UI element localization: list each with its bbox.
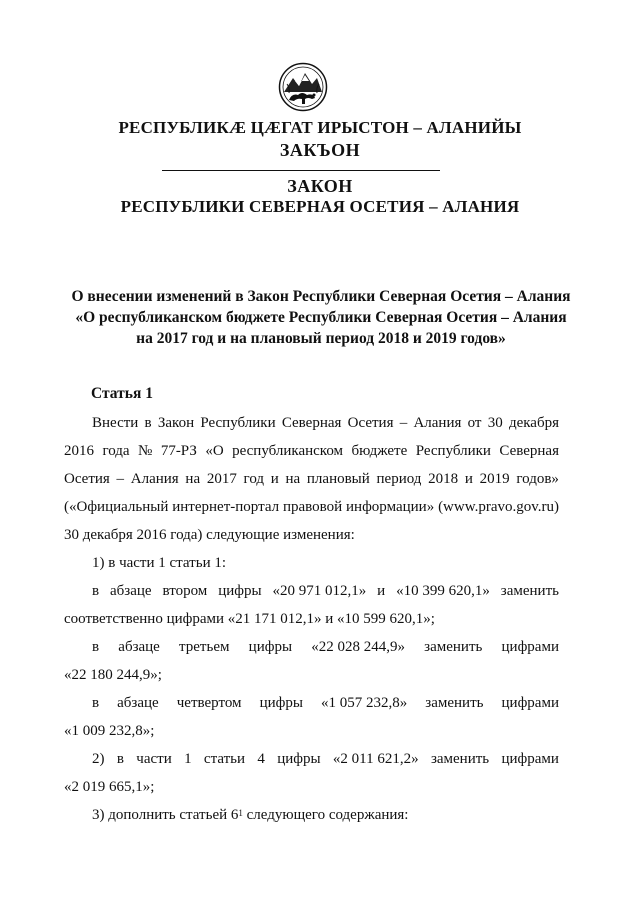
document-title bbox=[60, 286, 582, 349]
word: Республики bbox=[200, 415, 276, 431]
word: республиканском bbox=[232, 443, 344, 459]
word: заменить bbox=[430, 751, 490, 767]
word: абзаце bbox=[117, 695, 159, 711]
word: 2019 bbox=[479, 471, 510, 487]
header-law-russian: ЗАКОН bbox=[287, 176, 353, 196]
word: третьем bbox=[179, 639, 230, 655]
word: абзаце bbox=[118, 639, 160, 655]
word: Осетия bbox=[347, 415, 394, 431]
header-republic-ossetian: РЕСПУБЛИКÆ ЦÆГАТ ИРЫСТОН – АЛАНИЙЫ bbox=[118, 118, 522, 137]
paragraph-line bbox=[92, 413, 559, 433]
word: Закон bbox=[157, 415, 195, 431]
word: «10 399 620,1» bbox=[396, 583, 490, 599]
word: плановый bbox=[306, 471, 370, 487]
word: (www.pravo.gov.ru) bbox=[438, 499, 559, 515]
word: информации» bbox=[346, 499, 435, 515]
word: Северная bbox=[281, 415, 342, 431]
title-line: «О республиканском бюджете Республики Северная Осетия – Алания bbox=[75, 309, 567, 326]
word: 77-РЗ bbox=[160, 443, 197, 459]
word: «22 028 244,9» bbox=[311, 639, 405, 655]
word: 1 bbox=[184, 751, 192, 767]
coat-of-arms-emblem bbox=[278, 62, 328, 112]
list-item-line: соответственно цифрами «21 171 012,1» и «10 599 620,1»; bbox=[64, 611, 435, 627]
word: Алания bbox=[130, 471, 179, 487]
word: период bbox=[376, 471, 422, 487]
word: статьи bbox=[203, 751, 246, 767]
paragraph-line: 30 декабря 2016 года) следующие изменения: bbox=[64, 527, 355, 543]
word: годов» bbox=[516, 471, 559, 487]
list-item-line: «2 019 665,1»; bbox=[64, 779, 155, 795]
word: цифры bbox=[259, 695, 303, 711]
word: и bbox=[270, 471, 279, 487]
word: 2018 bbox=[428, 471, 459, 487]
word: четвертом bbox=[176, 695, 242, 711]
word: цифрами bbox=[501, 695, 559, 711]
word: втором bbox=[162, 583, 208, 599]
word: в bbox=[116, 751, 124, 767]
word: «2 011 621,2» bbox=[332, 751, 419, 767]
word: Осетия bbox=[64, 471, 110, 487]
item3-superscript: 1 bbox=[238, 808, 243, 818]
word: и bbox=[377, 583, 386, 599]
list-item-line bbox=[92, 637, 559, 657]
word: 30 bbox=[487, 415, 503, 431]
word: № bbox=[138, 443, 153, 459]
word: на bbox=[185, 471, 201, 487]
word: «1 057 232,8» bbox=[320, 695, 408, 711]
word: в bbox=[92, 695, 100, 711]
word: цифрами bbox=[501, 751, 559, 767]
list-item bbox=[92, 805, 408, 825]
word: в bbox=[144, 415, 152, 431]
word: бюджете bbox=[351, 443, 408, 459]
word: – bbox=[399, 415, 408, 431]
item3-text-end: следующего содержания: bbox=[242, 807, 409, 823]
word: год bbox=[243, 471, 265, 487]
word: «О bbox=[205, 443, 224, 459]
list-item-line: «22 180 244,9»; bbox=[64, 667, 162, 683]
word: в bbox=[92, 583, 100, 599]
word: и bbox=[464, 471, 473, 487]
article-heading: Статья 1 bbox=[91, 385, 153, 402]
word: цифрами bbox=[501, 639, 559, 655]
word: на bbox=[285, 471, 301, 487]
word: от bbox=[467, 415, 482, 431]
list-item-line: «1 009 232,8»; bbox=[64, 723, 155, 739]
word: Северная bbox=[499, 443, 559, 459]
list-item: 1) в части 1 статьи 1: bbox=[92, 555, 227, 571]
list-item-line bbox=[92, 693, 559, 713]
item3-text-start: 3) дополнить статьей 6 bbox=[92, 807, 239, 823]
word: заменить bbox=[424, 639, 483, 655]
list-item-line bbox=[92, 749, 559, 769]
word: заменить bbox=[500, 583, 559, 599]
word: Алания bbox=[413, 415, 462, 431]
word: в bbox=[92, 639, 100, 655]
word: 2016 bbox=[64, 443, 94, 459]
word: интернет-портал bbox=[172, 499, 280, 515]
word: Республики bbox=[415, 443, 491, 459]
title-line: О внесении изменений в Закон Республики Северная Осетия – Алания bbox=[71, 288, 571, 305]
list-item-line bbox=[92, 581, 559, 601]
paragraph-line bbox=[64, 497, 559, 517]
word: декабря bbox=[508, 415, 559, 431]
word: 4 bbox=[257, 751, 265, 767]
word: Внести bbox=[92, 415, 139, 431]
word: – bbox=[116, 471, 125, 487]
word: правовой bbox=[282, 499, 343, 515]
title-line: на 2017 год и на плановый период 2018 и 2019 годов» bbox=[136, 330, 506, 347]
word: цифры bbox=[248, 639, 293, 655]
word: цифры bbox=[277, 751, 321, 767]
header-law-ossetian: ЗАКЪОН bbox=[279, 140, 361, 160]
word: 2) bbox=[92, 751, 105, 767]
word: «20 971 012,1» bbox=[272, 583, 367, 599]
word: заменить bbox=[425, 695, 484, 711]
word: абзаце bbox=[110, 583, 152, 599]
word: («Официальный bbox=[64, 499, 169, 515]
word: цифры bbox=[218, 583, 262, 599]
word: части bbox=[136, 751, 172, 767]
header-divider bbox=[162, 170, 440, 171]
header-republic-russian: РЕСПУБЛИКИ СЕВЕРНАЯ ОСЕТИЯ – АЛАНИЯ bbox=[120, 197, 520, 216]
word: 2017 bbox=[206, 471, 237, 487]
word: года bbox=[102, 443, 130, 459]
paragraph-line bbox=[64, 441, 559, 461]
paragraph-line bbox=[64, 469, 559, 489]
